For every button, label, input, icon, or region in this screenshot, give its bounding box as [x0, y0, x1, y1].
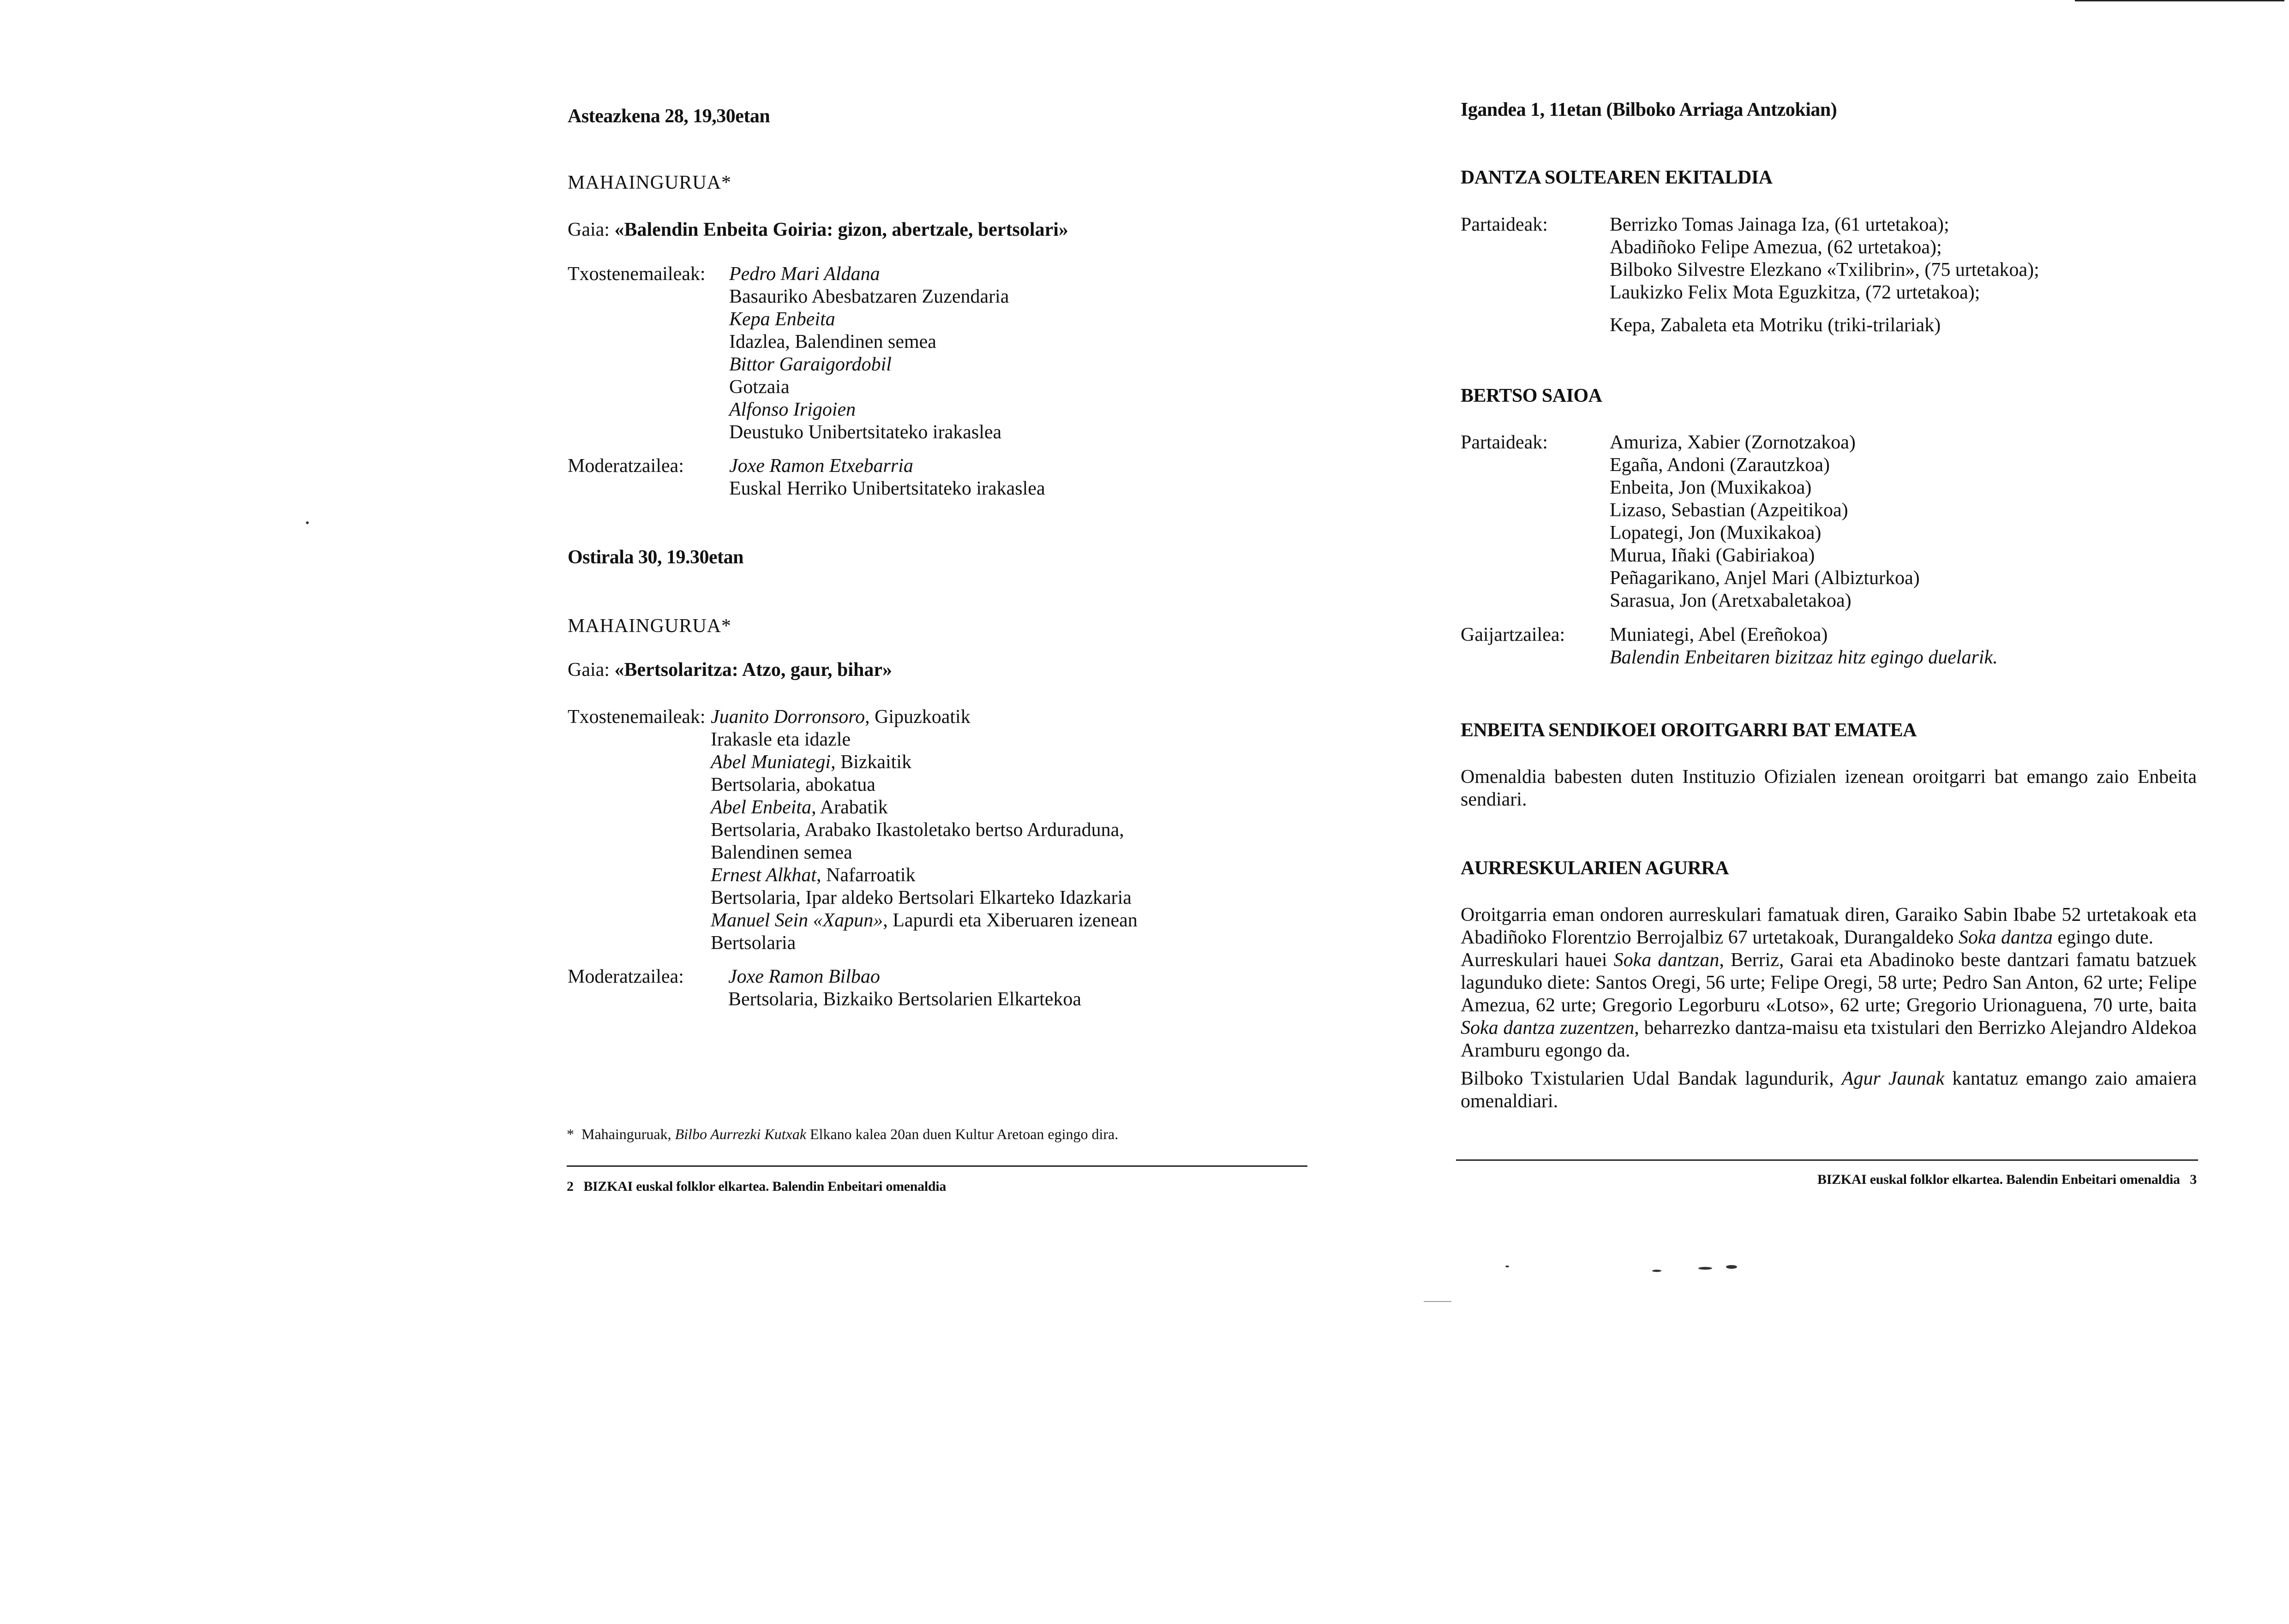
speaker-name: Alfonso Irigoien: [729, 399, 856, 420]
scan-speck: [1505, 1266, 1509, 1267]
topic-setter: [1610, 624, 1998, 669]
participant: Lizaso, Sebastian (Azpeitikoa): [1610, 500, 1848, 521]
participant: Laukizko Felix Mota Eguzkitza, (72 urtetakoa);: [1610, 282, 1980, 303]
session2-date: Ostirala 30, 19.30etan: [568, 547, 743, 568]
session2-speakers-label: Txostenemaileak:: [568, 706, 706, 728]
participant: Bilboko Silvestre Elezkano «Txilibrin», (75 urtetakoa);: [1610, 259, 2039, 281]
participant: Berrizko Tomas Jainaga Iza, (61 urtetakoa);: [1610, 214, 1949, 235]
session2-topic: [568, 659, 892, 681]
footnote: [567, 1126, 1118, 1143]
aurresku-title: AURRESKULARIEN AGURRA: [1461, 858, 1729, 879]
scan-speck-line: [1424, 1301, 1451, 1302]
text-run: , Berriz, Garai eta Abadinoko beste dantzari famatu batzuek lagunduko diete: Santos Oregi, 56 urte; Felipe Oregi, 58 urte; Pedro San Anton, 62 urte; Felipe Amezua, 62 urte; Gregorio Legorburu «Lotso», 62 urte; Gregorio Urionaguena, 70 urte, baita: [1461, 949, 2197, 1016]
scan-speck: [1652, 1270, 1661, 1272]
scan-speck: [1726, 1265, 1737, 1269]
moderator-name: Joxe Ramon Bilbao: [728, 966, 880, 987]
text-run: egingo dute.: [2053, 927, 2154, 948]
footer-text: BIZKAI euskal folklor elkartea. Balendin Enbeitari omenaldia: [1817, 1172, 2180, 1187]
speaker-origin: , Bizkaitik: [831, 752, 912, 773]
session1-speakers-list: [729, 263, 1009, 444]
session2-moderator-label: Moderatzailea:: [568, 966, 684, 987]
topic-setter-name: Muniategi, Abel (Ereñokoa): [1610, 624, 1828, 645]
moderator-role: Euskal Herriko Unibertsitateko irakaslea: [729, 478, 1045, 499]
speaker-line: [711, 751, 1138, 774]
topic-setter-label: Gaijartzailea:: [1461, 624, 1565, 645]
musicians: Kepa, Zabaleta eta Motriku (triki-trilariak): [1610, 315, 1941, 336]
speaker-role: Bertsolaria, Arabako Ikastoletako bertso Arduraduna,: [711, 819, 1124, 841]
scan-speck: [306, 521, 309, 524]
speaker-line: [711, 864, 1138, 887]
speaker-origin: , Lapurdi eta Xiberuaren izenean: [883, 910, 1138, 931]
speaker-origin: , Nafarroatik: [816, 865, 916, 886]
speaker-name: Juanito Dorronsoro: [711, 706, 865, 728]
speaker-line: [711, 796, 1138, 819]
speaker-line: [711, 706, 1138, 728]
footer-text: BIZKAI euskal folklor elkartea. Balendin Enbeitari omenaldia: [583, 1179, 947, 1194]
session2-speakers-list: [711, 706, 1138, 955]
participant: Abadiñoko Felipe Amezua, (62 urtetakoa);: [1610, 237, 1942, 258]
footer-rule: [1456, 1159, 2198, 1161]
speaker-role: Deustuko Unibertsitateko irakaslea: [729, 422, 1002, 443]
footnote-italic: Bilbo Aurrezki Kutxak: [675, 1126, 807, 1142]
speaker-origin: , Arabatik: [811, 797, 888, 818]
bertso-title: BERTSO SAIOA: [1461, 385, 1602, 406]
session1-date: Asteazkena 28, 19,30etan: [568, 106, 770, 127]
gift-title: ENBEITA SENDIKOEI OROITGARRI BAT EMATEA: [1461, 720, 1917, 741]
topic-label: Gaia:: [568, 219, 615, 240]
speaker-name: Manuel Sein «Xapun»: [711, 910, 883, 931]
speaker-origin: , Gipuzkoatik: [865, 706, 971, 728]
participant: Enbeita, Jon (Muxikakoa): [1610, 477, 1812, 498]
speaker-role: Bertsolaria, abokatua: [711, 774, 875, 795]
scan-speck: [1698, 1267, 1712, 1270]
text-run: kantatuz emango zaio amaiera omenaldiari.: [1461, 1068, 2197, 1112]
gift-text: [1461, 766, 2197, 811]
participant: Peñagarikano, Anjel Mari (Albizturkoa): [1610, 567, 1920, 589]
speaker-role: Bertsolaria: [711, 932, 796, 954]
text-run: , beharrezko dantza-maisu eta txistulari den Berrizko Alejandro Aldekoa Aramburu egongo da.: [1461, 1017, 2197, 1061]
text-run-italic: Soka dantza: [1958, 927, 2053, 948]
dance-participants-label: Partaideak:: [1461, 214, 1548, 235]
text-run: Bilboko Txistularien Udal Bandak lagundurik,: [1461, 1068, 1842, 1089]
speaker-name: Abel Enbeita: [711, 797, 812, 818]
speaker-name: Bittor Garaigordobil: [729, 354, 892, 375]
participant: Egaña, Andoni (Zarautzkoa): [1610, 454, 1830, 476]
event-date: Igandea 1, 11etan (Bilboko Arriaga Antzokian): [1461, 99, 1837, 120]
topic-text: «Balendin Enbeita Goiria: gizon, abertzale, bertsolari»: [614, 219, 1068, 240]
participant: Murua, Iñaki (Gabiriakoa): [1610, 545, 1815, 566]
moderator-name: Joxe Ramon Etxebarria: [729, 455, 913, 477]
session1-topic: [568, 219, 1068, 241]
session1-moderator: [729, 455, 1045, 500]
text-run-italic: Soka dantza zuzentzen: [1461, 1017, 1635, 1039]
text-run-italic: Agur Jaunak: [1841, 1068, 1945, 1089]
text-run-italic: Soka dantzan: [1613, 949, 1720, 971]
speaker-name: Pedro Mari Aldana: [729, 263, 880, 285]
session1-speakers-label: Txostenemaileak:: [568, 263, 706, 285]
footnote-text: Mahainguruak,: [581, 1126, 675, 1142]
text-run: Aurreskulari hauei: [1461, 949, 1614, 971]
moderator-role: Bertsolaria, Bizkaiko Bertsolarien Elkartekoa: [728, 989, 1082, 1010]
aurresku-paragraph-3: [1461, 1068, 2197, 1113]
topic-setter-note: Balendin Enbeitaren bizitzaz hitz egingo duelarik.: [1610, 647, 1998, 668]
aurresku-text: [1461, 904, 2197, 1113]
participant: Amuriza, Xabier (Zornotzakoa): [1610, 432, 1856, 453]
page-number: 2: [567, 1179, 574, 1194]
speaker-name: Ernest Alkhat: [711, 865, 817, 886]
footnote-text-end: Elkano kalea 20an duen Kultur Aretoan egingo dira.: [806, 1126, 1119, 1142]
session2-title: MAHAINGURUA*: [568, 615, 731, 637]
speaker-line: [711, 909, 1138, 932]
session1-title: MAHAINGURUA*: [568, 172, 731, 193]
dance-participants-list: [1610, 214, 2039, 304]
page-number: 3: [2190, 1172, 2197, 1187]
bertso-participants-label: Partaideak:: [1461, 432, 1548, 453]
participant: Sarasua, Jon (Aretxabaletakoa): [1610, 590, 1852, 611]
speaker-role: Irakasle eta idazle: [711, 729, 851, 750]
bertso-participants-list: [1610, 431, 1920, 612]
right-footer: [1817, 1172, 2197, 1188]
session1-moderator-label: Moderatzailea:: [568, 455, 684, 477]
speaker-role: Gotzaia: [729, 376, 790, 398]
dance-title: DANTZA SOLTEAREN EKITALDIA: [1461, 167, 1773, 188]
speaker-role: Idazlea, Balendinen semea: [729, 331, 936, 352]
text-run: Oroitgarria eman ondoren aurreskulari famatuak diren, Garaiko Sabin Ibabe 52 urtetakoak eta Abadiñoko Florentzio Berrojalbiz 67 urtetakoak, Durangaldeko: [1461, 904, 2197, 948]
speaker-name: Kepa Enbeita: [729, 309, 835, 330]
scan-edge-line: [2075, 0, 2284, 1]
aurresku-paragraph-1: [1461, 904, 2197, 949]
footer-rule: [567, 1165, 1307, 1167]
topic-label: Gaia:: [568, 659, 615, 681]
speaker-role: Balendinen semea: [711, 842, 852, 863]
participant: Lopategi, Jon (Muxikakoa): [1610, 522, 1822, 543]
session2-moderator: [728, 966, 1081, 1011]
speaker-name: Abel Muniategi: [711, 752, 831, 773]
speaker-role: Basauriko Abesbatzaren Zuzendaria: [729, 286, 1009, 307]
speaker-role: Bertsolaria, Ipar aldeko Bertsolari Elkarteko Idazkaria: [711, 887, 1132, 908]
left-footer: [567, 1179, 946, 1194]
topic-text: «Bertsolaritza: Atzo, gaur, bihar»: [614, 659, 892, 681]
aurresku-paragraph-2: [1461, 949, 2197, 1062]
gift-paragraph: Omenaldia babesten duten Instituzio Ofizialen izenean oroitgarri bat emango zaio Enbeita sendiari.: [1461, 766, 2197, 810]
footnote-star: *: [567, 1126, 574, 1142]
